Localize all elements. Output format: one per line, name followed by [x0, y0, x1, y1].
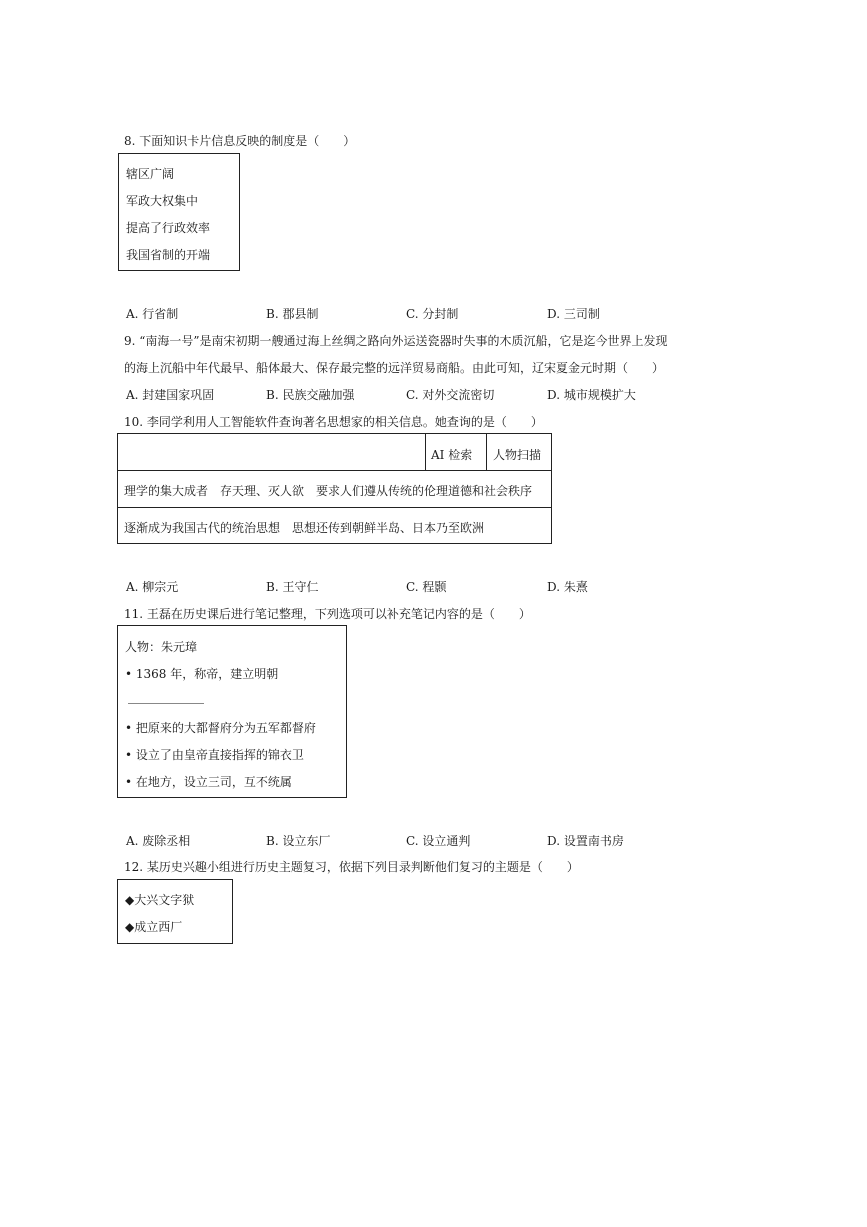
- q8-option-b[interactable]: B. 郡县制: [266, 307, 319, 321]
- q8-card-line: 军政大权集中: [126, 194, 199, 208]
- q8-knowledge-card: [118, 153, 240, 271]
- q11-option-b[interactable]: B. 设立东厂: [266, 834, 331, 848]
- q10-option-c[interactable]: C. 程颢: [406, 580, 447, 594]
- q9-option-c[interactable]: C. 对外交流密切: [406, 388, 495, 402]
- q12-stem: 12. 某历史兴趣小组进行历史主题复习，依据下列目录判断他们复习的主题是（ ）: [124, 860, 579, 874]
- q11-option-c[interactable]: C. 设立通判: [406, 834, 471, 848]
- q9-stem-line2: 的海上沉船中年代最早、船体最大、保存最完整的远洋贸易商船。由此可知，辽宋夏金元时期（ ）: [124, 361, 665, 375]
- q10-stem: 10. 李同学利用人工智能软件查询著名思想家的相关信息。她查询的是（ ）: [124, 415, 543, 429]
- q10-option-b[interactable]: B. 王守仁: [266, 580, 319, 594]
- q11-stem: 11. 王磊在历史课后进行笔记整理，下列选项可以补充笔记内容的是（ ）: [124, 607, 531, 621]
- q11-note-item: • 设立了由皇帝直接指挥的锦衣卫: [125, 748, 304, 762]
- q12-catalog-item: ◆大兴文字狱: [125, 893, 195, 907]
- q8-card-line: 我国省制的开端: [126, 248, 211, 262]
- q11-option-a[interactable]: A. 废除丞相: [126, 834, 191, 848]
- divider: [486, 434, 487, 470]
- q11-person: 人物：朱元璋: [125, 640, 198, 654]
- q10-info-row: 理学的集大成者 存天理、灭人欲 要求人们遵从传统的伦理道德和社会秩序: [124, 484, 533, 498]
- q11-option-d[interactable]: D. 设置南书房: [547, 834, 624, 848]
- q8-option-c[interactable]: C. 分封制: [406, 307, 459, 321]
- q11-note-item: • 在地方，设立三司，互不统属: [125, 775, 292, 789]
- q8-card-line: 辖区广阔: [126, 167, 175, 181]
- q11-notes-card: [117, 625, 347, 798]
- q12-catalog-item: ◆成立西厂: [125, 920, 183, 934]
- q10-info-row: 逐渐成为我国古代的统治思想 思想还传到朝鲜半岛、日本乃至欧洲: [124, 521, 485, 535]
- divider: [425, 434, 426, 470]
- q11-note-item: • 1368 年，称帝，建立明朝: [125, 667, 279, 681]
- q10-ai-search-panel: [117, 433, 552, 544]
- q8-card-line: 提高了行政效率: [126, 221, 211, 235]
- q10-option-a[interactable]: A. 柳宗元: [126, 580, 179, 594]
- q11-blank-line: [128, 703, 204, 704]
- q9-option-d[interactable]: D. 城市规模扩大: [547, 388, 636, 402]
- divider: [118, 507, 551, 508]
- divider: [118, 470, 551, 471]
- q11-note-item: • 把原来的大都督府分为五军都督府: [125, 721, 316, 735]
- q8-option-d[interactable]: D. 三司制: [547, 307, 600, 321]
- q8-stem: 8. 下面知识卡片信息反映的制度是（ ）: [124, 134, 356, 148]
- q9-option-b[interactable]: B. 民族交融加强: [266, 388, 355, 402]
- q9-option-a[interactable]: A. 封建国家巩固: [126, 388, 215, 402]
- q10-option-d[interactable]: D. 朱熹: [547, 580, 588, 594]
- ai-search-button[interactable]: AI 检索: [431, 448, 473, 462]
- q9-stem-line1: 9. “南海一号”是南宋初期一艘通过海上丝绸之路向外运送瓷器时失事的木质沉船，它是迄今世界上发现: [124, 334, 668, 348]
- person-scan-button[interactable]: 人物扫描: [493, 448, 542, 462]
- q8-option-a[interactable]: A. 行省制: [126, 307, 179, 321]
- q12-catalog-card: [117, 879, 233, 944]
